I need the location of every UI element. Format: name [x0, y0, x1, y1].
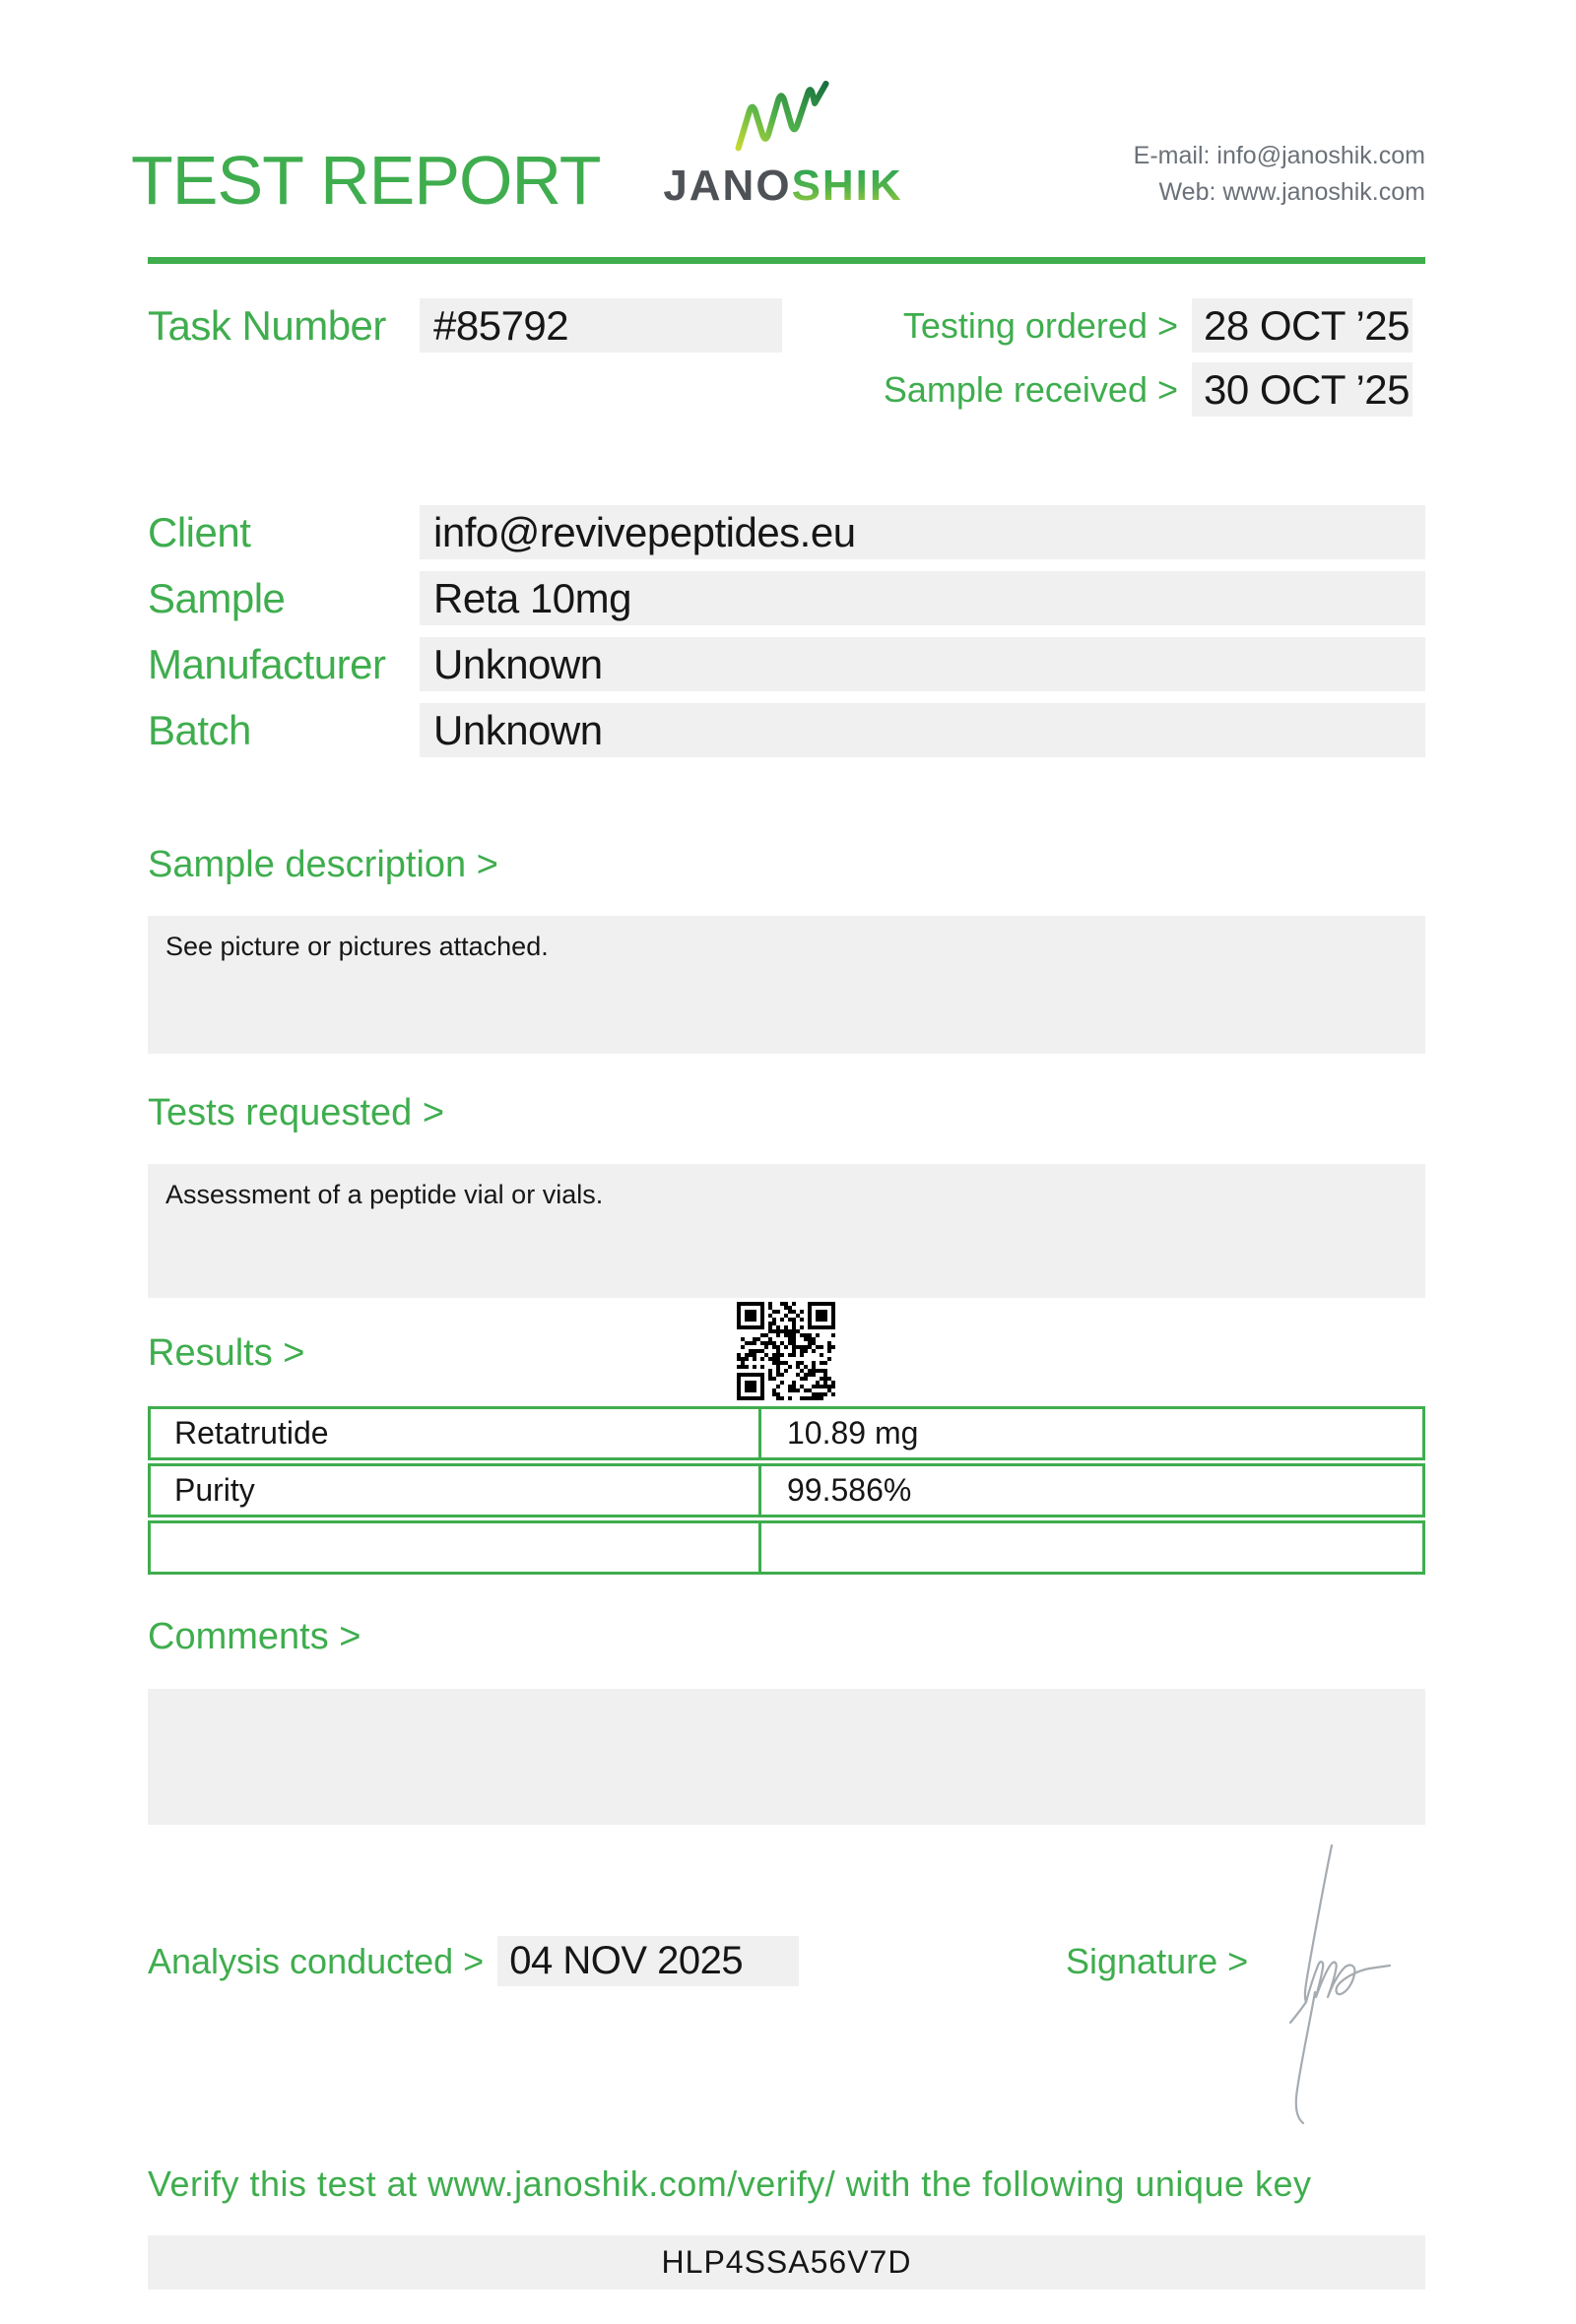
- sample-label: Sample: [148, 575, 286, 621]
- manufacturer-row: [148, 637, 1425, 691]
- testing-ordered-label: Testing ordered >: [902, 305, 1178, 346]
- task-number-value: #85792: [420, 298, 782, 353]
- contact-info: [1134, 138, 1425, 211]
- batch-row: [148, 703, 1425, 757]
- testing-ordered-value: 28 OCT ’25: [1192, 298, 1412, 353]
- logo-wordmark: [645, 163, 921, 209]
- unique-key-value: HLP4SSA56V7D: [661, 2244, 912, 2280]
- analysis-conducted-row: [148, 1936, 799, 1986]
- report-title: TEST REPORT: [131, 142, 601, 219]
- sample-row: [148, 571, 1425, 625]
- client-row: [148, 505, 1425, 559]
- batch-value: Unknown: [420, 703, 1425, 757]
- result-value-cell: [761, 1523, 1422, 1572]
- sample-description-heading: Sample description >: [148, 844, 498, 885]
- sample-received-row: [862, 362, 1412, 417]
- task-number-label: Task Number: [148, 302, 386, 349]
- manufacturer-value: Unknown: [420, 637, 1425, 691]
- logo-chart-icon: [732, 79, 834, 158]
- sample-received-value: 30 OCT ’25: [1192, 362, 1412, 417]
- logo-jano: JANO: [663, 161, 792, 210]
- result-name-cell: Retatrutide: [151, 1409, 761, 1457]
- analysis-date-value: 04 NOV 2025: [497, 1936, 799, 1986]
- brand-logo: [645, 79, 921, 209]
- testing-ordered-row: [862, 298, 1412, 353]
- sample-description-box: [148, 916, 1425, 1054]
- sample-received-label: Sample received >: [883, 369, 1178, 410]
- qr-code: [737, 1302, 835, 1400]
- logo-shik: SHIK: [791, 161, 903, 210]
- header-divider: [148, 257, 1425, 264]
- signature-image: [1271, 1840, 1418, 2125]
- signature-label: Signature >: [1066, 1941, 1249, 1981]
- batch-label: Batch: [148, 707, 251, 753]
- email-line: E-mail: info@janoshik.com: [1133, 142, 1425, 169]
- result-row-purity: [148, 1463, 1425, 1517]
- manufacturer-label: Manufacturer: [148, 641, 386, 687]
- tests-requested-heading: Tests requested >: [148, 1092, 445, 1133]
- result-value-cell: 10.89 mg: [787, 1415, 919, 1451]
- results-table: [148, 1406, 1425, 1578]
- verify-text: Verify this test at www.janoshik.com/verify/ with the following unique key: [148, 2163, 1312, 2204]
- unique-key-box: [148, 2235, 1425, 2290]
- comments-heading: Comments >: [148, 1616, 361, 1657]
- client-label: Client: [148, 509, 251, 555]
- web-line: Web: www.janoshik.com: [1158, 178, 1425, 206]
- result-name-cell: [151, 1523, 761, 1572]
- result-name-cell: Purity: [151, 1466, 761, 1515]
- client-value: info@revivepeptides.eu: [420, 505, 1425, 559]
- result-row-retatrutide: [148, 1406, 1425, 1460]
- task-number-row: [148, 298, 782, 353]
- sample-value: Reta 10mg: [420, 571, 1425, 625]
- sample-description-text: See picture or pictures attached.: [165, 932, 549, 961]
- analysis-conducted-label: Analysis conducted >: [148, 1941, 485, 1981]
- result-value-cell: 99.586%: [787, 1472, 912, 1508]
- tests-requested-text: Assessment of a peptide vial or vials.: [165, 1180, 604, 1209]
- result-row-empty: [148, 1520, 1425, 1575]
- comments-box: [148, 1689, 1425, 1825]
- results-heading: Results >: [148, 1332, 305, 1374]
- tests-requested-box: [148, 1164, 1425, 1298]
